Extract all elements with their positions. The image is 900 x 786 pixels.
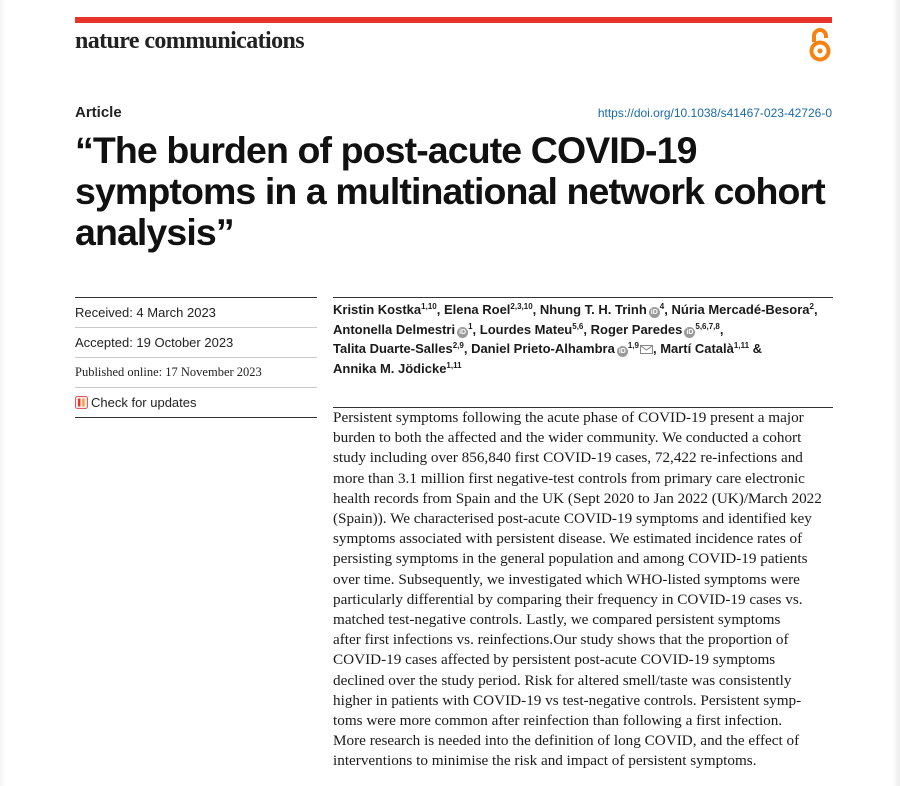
author-affiliation: 2,9 bbox=[452, 341, 464, 350]
author-name[interactable]: Elena Roel bbox=[443, 302, 511, 317]
author-separator: , bbox=[583, 321, 591, 337]
authors bbox=[333, 298, 833, 378]
page-edge-left bbox=[0, 0, 6, 786]
author bbox=[333, 341, 471, 356]
author-name[interactable]: Daniel Prieto-Alhambra bbox=[471, 341, 615, 356]
orcid-icon[interactable]: iD bbox=[618, 348, 626, 355]
author-separator: , bbox=[436, 302, 444, 317]
author-name[interactable]: Nhung T. H. Trinh bbox=[539, 302, 647, 317]
author-affiliation: 4 bbox=[659, 302, 665, 311]
author-separator: , bbox=[463, 341, 472, 356]
abstract-line: (Spain)). We characterised post-acute COVID-19 symptoms and identified key bbox=[333, 510, 812, 528]
author bbox=[471, 341, 660, 356]
orcid-icon[interactable]: iD bbox=[650, 309, 658, 316]
author bbox=[671, 302, 817, 317]
author-affiliation: 1 bbox=[468, 321, 473, 331]
check-for-updates-button[interactable] bbox=[75, 388, 317, 418]
page-edge-right bbox=[892, 0, 900, 786]
abstract-line: particularly differential by comparing their frequency in COVID-19 cases vs. bbox=[333, 590, 803, 608]
journal-name: nature communications bbox=[75, 28, 304, 54]
abstract bbox=[333, 408, 853, 772]
abstract-line: study including over 856,840 first COVID-19 cases, 72,422 re-infections and bbox=[333, 449, 803, 467]
author bbox=[480, 322, 591, 337]
author-affiliation: 1,11 bbox=[446, 360, 462, 370]
author-name[interactable]: Roger Paredes bbox=[590, 321, 683, 337]
abstract-line: after first infections vs. reinfections.Our study shows that the proportion of bbox=[333, 631, 789, 649]
author-name[interactable]: Núria Mercadé-Besora bbox=[671, 302, 810, 317]
abstract-line: more than 3.1 million first negative-test controls from primary care electronic bbox=[333, 469, 805, 487]
check-for-updates-icon bbox=[75, 396, 88, 409]
author-separator: , bbox=[472, 321, 480, 337]
author-affiliation: 1,11 bbox=[733, 341, 750, 350]
author-separator: , bbox=[664, 302, 672, 317]
article-type: Article bbox=[75, 104, 122, 121]
title-line: “The burden of post-acute COVID-19 bbox=[75, 129, 697, 171]
author bbox=[333, 322, 480, 337]
author-name[interactable]: Kristin Kostka bbox=[333, 302, 422, 317]
abstract-line: Persistent symptoms following the acute phase of COVID-19 present a major bbox=[333, 409, 804, 426]
abstract-line: More research is needed into the definition of long COVID, and the effect of bbox=[333, 732, 800, 750]
abstract-line: COVID-19 cases affected by persistent post-acute COVID-19 symptoms bbox=[333, 651, 776, 669]
author-separator: , bbox=[532, 302, 540, 317]
author-separator: & bbox=[749, 341, 763, 356]
abstract-line: declined over the study period. Risk for altered smell/taste was consistently bbox=[333, 671, 792, 689]
journal-accent-bar bbox=[75, 17, 832, 23]
abstract-line: higher in patients with COVID-19 vs test-negative controls. Persistent symp- bbox=[333, 691, 802, 709]
author bbox=[660, 341, 762, 356]
abstract-line: matched test-negative controls. Lastly, we compared persistent symptoms bbox=[333, 611, 781, 629]
author-name[interactable]: Antonella Delmestri bbox=[333, 321, 456, 337]
author-separator: , bbox=[719, 321, 724, 337]
received-date: Received: 4 March 2023 bbox=[75, 298, 317, 328]
author bbox=[591, 322, 724, 337]
abstract-line: burden to both the affected and the wider community. We conducted a cohort bbox=[333, 429, 802, 447]
author-affiliation: 1,9 bbox=[627, 341, 639, 350]
email-icon[interactable] bbox=[640, 345, 653, 354]
article-title bbox=[75, 130, 845, 253]
author-list bbox=[333, 297, 833, 378]
orcid-icon[interactable]: iD bbox=[459, 328, 467, 336]
author-separator: , bbox=[813, 302, 818, 317]
author-name[interactable]: Lourdes Mateu bbox=[479, 321, 573, 337]
author bbox=[333, 302, 444, 317]
author bbox=[444, 302, 540, 317]
abstract-line: symptoms associated with persistent disease. We estimated incidence rates of bbox=[333, 530, 803, 548]
accepted-date: Accepted: 19 October 2023 bbox=[75, 328, 317, 358]
author-affiliation: 2,3,10 bbox=[510, 302, 533, 311]
open-access-icon bbox=[808, 27, 832, 63]
author-affiliation: 5,6 bbox=[572, 321, 584, 331]
publication-history bbox=[75, 297, 317, 418]
title-line: symptoms in a multinational network cohort bbox=[75, 170, 825, 212]
orcid-icon[interactable]: iD bbox=[686, 328, 694, 336]
check-for-updates-label: Check for updates bbox=[91, 395, 197, 410]
author-name[interactable]: Annika M. Jödicke bbox=[333, 360, 447, 376]
author-affiliation: 5,6,7,8 bbox=[695, 321, 720, 331]
published-date: Published online: 17 November 2023 bbox=[75, 358, 317, 388]
doi-link[interactable]: https://doi.org/10.1038/s41467-023-42726-0 bbox=[597, 106, 832, 120]
abstract-line: toms were more common after reinfection than following a first infection. bbox=[333, 712, 783, 730]
title-line: analysis” bbox=[75, 211, 234, 253]
abstract-line: over time. Subsequently, we investigated which WHO-listed symptoms were bbox=[333, 570, 800, 588]
author-separator: , bbox=[652, 341, 661, 356]
author bbox=[540, 302, 672, 317]
author-affiliation: 2 bbox=[809, 302, 814, 311]
author-affiliation: 1,10 bbox=[421, 302, 437, 311]
author-name[interactable]: Martí Català bbox=[660, 341, 734, 356]
abstract-line: health records from Spain and the UK (Sept 2020 to Jan 2022 (UK)/March 2022 bbox=[333, 489, 822, 507]
author-name[interactable]: Talita Duarte-Salles bbox=[333, 341, 453, 356]
abstract-line: persisting symptoms in the general population and among COVID-19 patients bbox=[333, 550, 808, 568]
author bbox=[333, 361, 462, 376]
abstract-line: interventions to minimise the risk and impact of persistent symptoms. bbox=[333, 752, 757, 770]
